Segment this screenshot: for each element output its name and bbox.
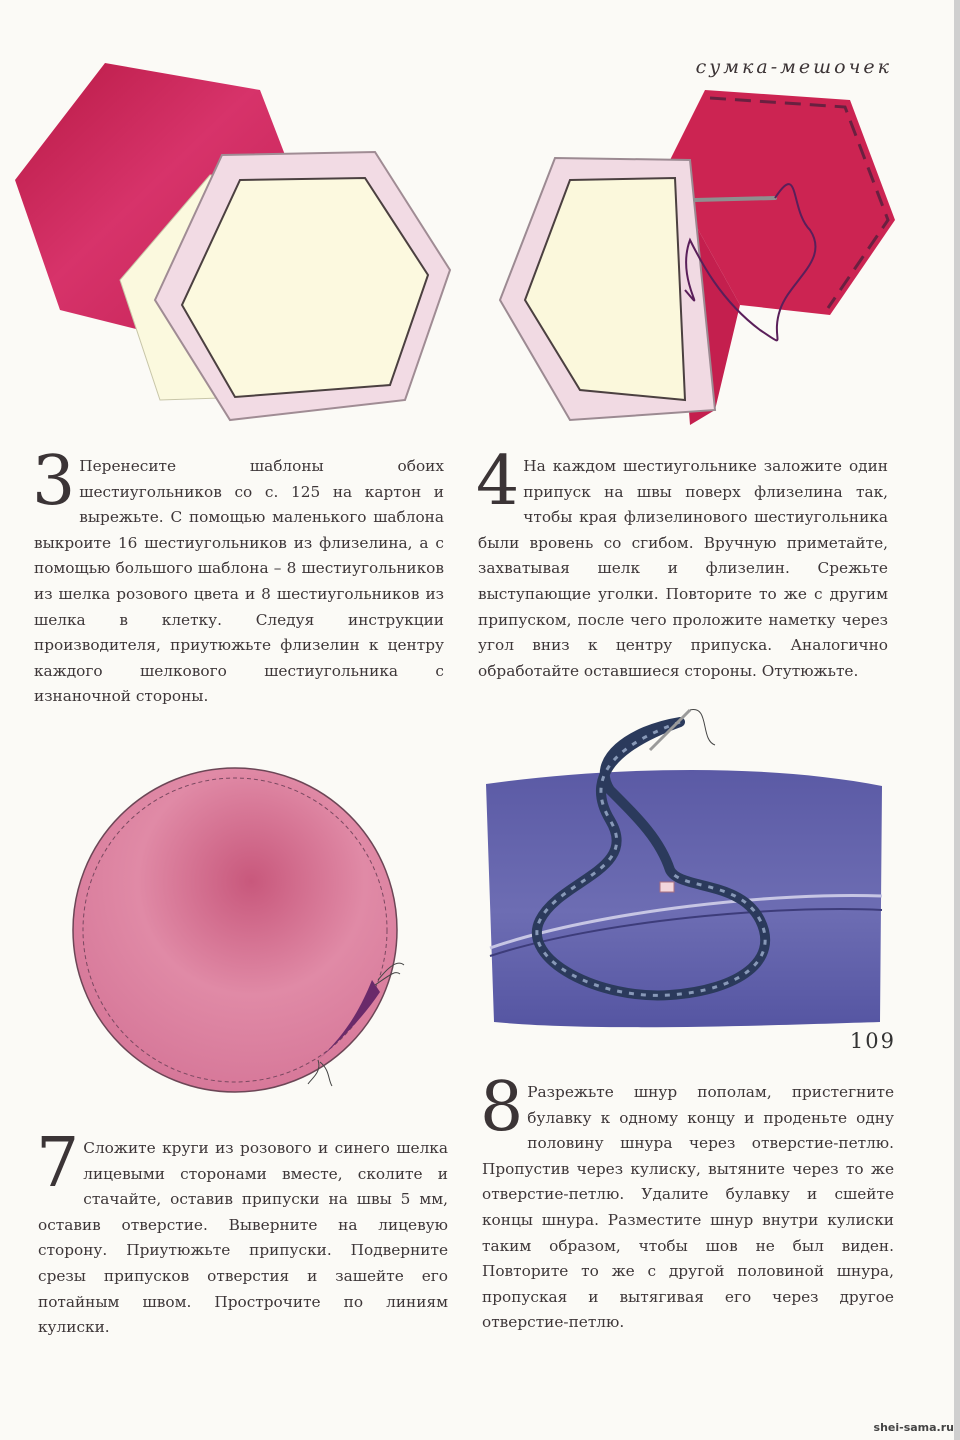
- step-text: На каждом шестиугольнике заложите один припуск на швы поверх флизелина так, чтобы края флизелинового шестиугольника были вровень со сгибом. Вручную приметайте, захватывая шелк и флизелин. Срежьте выступающие уголки. Повторите то же с другим припуском, после чего проложите наметку через угол вниз к центру припуска. Аналогично обработайте оставшиеся стороны. Отутюжьте.: [478, 457, 888, 680]
- blue-silk-panel: [486, 770, 882, 1027]
- page-edge-shadow: [954, 0, 960, 1440]
- step-3: [32, 442, 444, 710]
- step-7: [36, 1124, 448, 1341]
- step-number: 3: [32, 442, 76, 521]
- step-4: [476, 442, 888, 684]
- needle: [695, 198, 775, 200]
- step-number: 8: [480, 1068, 524, 1147]
- step-8: [480, 1068, 894, 1336]
- illustration-basting-hexagon: [490, 80, 910, 430]
- pink-silk-circle: [73, 768, 397, 1092]
- illustration-hexagon-templates: [10, 55, 470, 435]
- site-watermark: shei-sama.ru: [873, 1421, 954, 1434]
- step-text: Перенесите шаблоны обоих шестиугольников со с. 125 на картон и вырежьте. С помощью маленького шаблона выкроите 16 шестиугольников из флизелина, а с помощью большого шаблона – 8 шестиугольников из шелка розового цвета и 8 шестиугольников из шелка в клетку. Следуя инструкции производителя, приутюжьте флизелин к центру каждого шелкового шестиугольника с изнаночной стороны.: [34, 457, 444, 706]
- page-number: 109: [849, 1029, 896, 1053]
- step-text: Разрежьте шнур пополам, пристегните булавку к одному концу и проденьте одну половину шнура через отверстие-петлю. Пропустив через кулиску, вытяните через то же отверстие-петлю. Удалите булавку и сшейте концы шнура. Разместите шнур внутри кулиски таким образом, чтобы шов не был виден. Повторите то же с другой половиной шнура, пропуская и вытягивая его через другое отверстие-петлю.: [482, 1083, 894, 1332]
- running-head: сумка-мешочек: [695, 56, 892, 78]
- step-number: 7: [36, 1124, 80, 1203]
- cord-end-opening: [660, 882, 674, 892]
- illustration-silk-circle: [60, 760, 420, 1100]
- thread-loop: [690, 710, 715, 745]
- step-number: 4: [476, 442, 520, 521]
- step-text: Сложите круги из розового и синего шелка лицевыми сторонами вместе, сколите и стачайте, оставив припуски на швы 5 мм, оставив отверстие. Выверните на лицевую сторону. Приутюжьте припуски. Подверните срезы припусков отверстия и зашейте его потайным швом. Прострочите по линиям кулиски.: [38, 1139, 448, 1337]
- illustration-cord-threading: [480, 700, 900, 1040]
